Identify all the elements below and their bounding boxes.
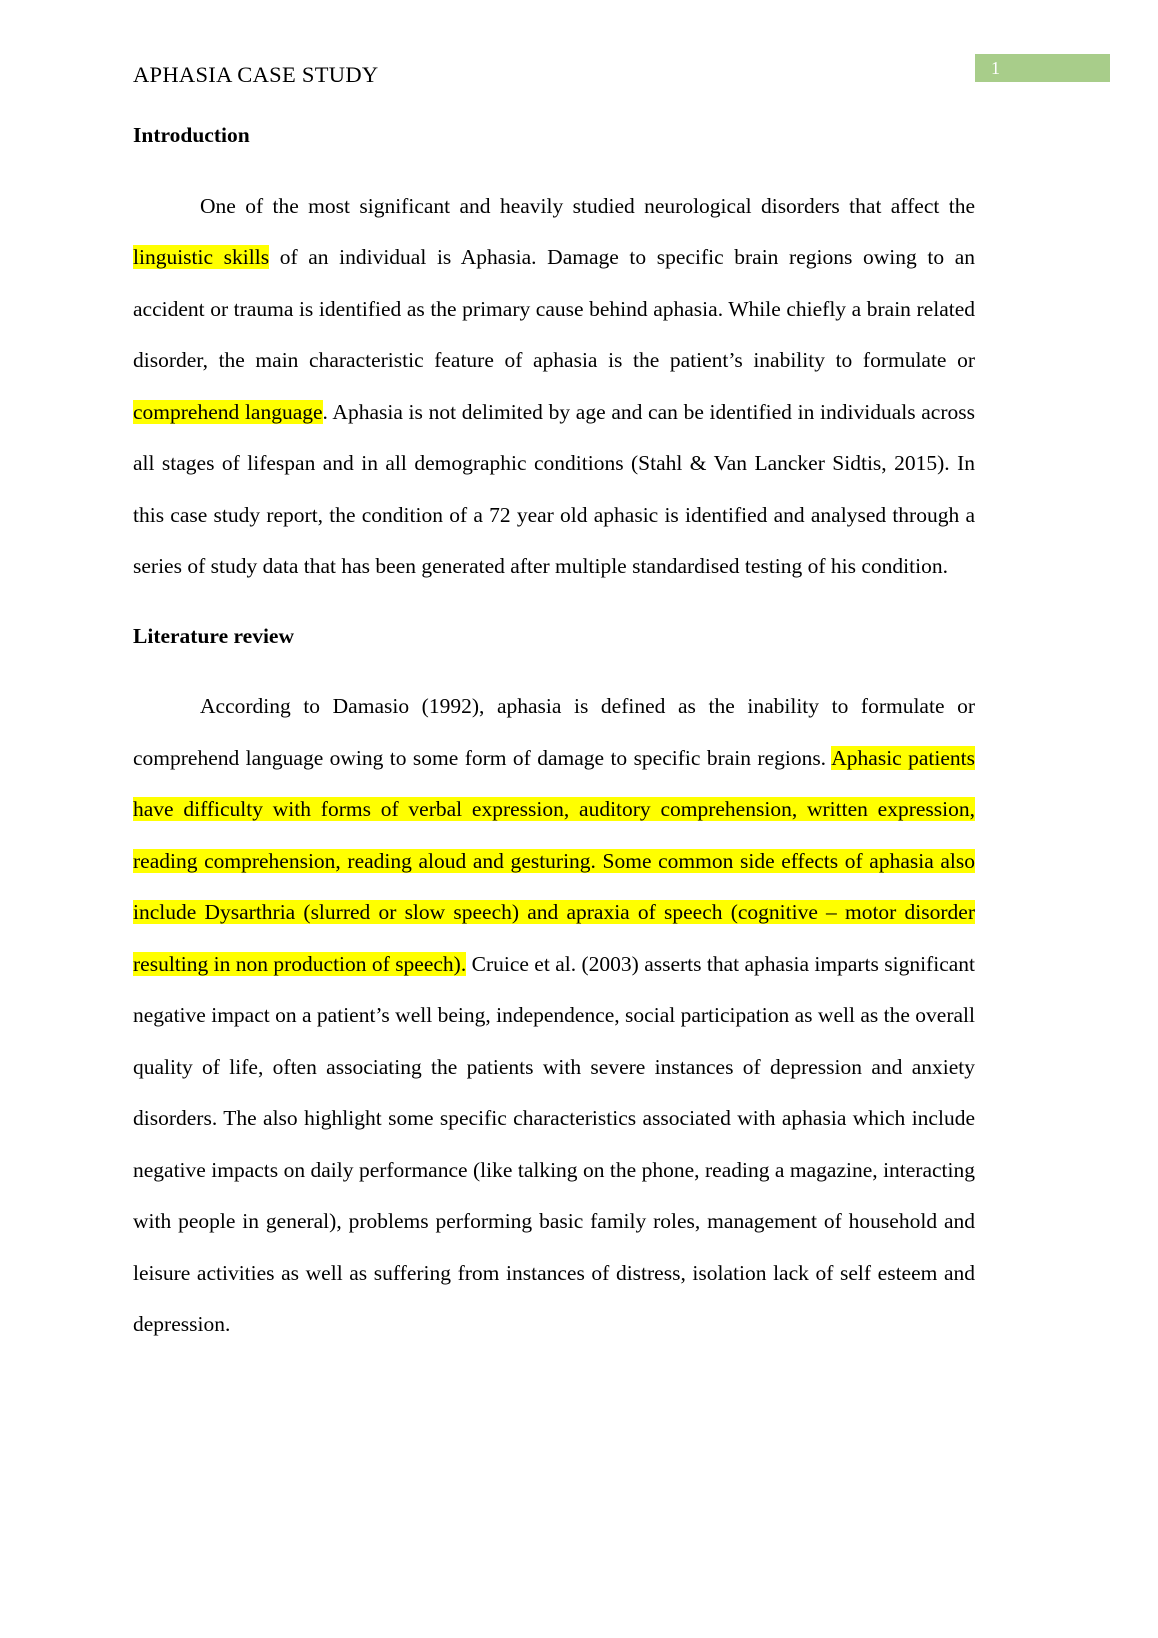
spacer xyxy=(133,647,975,681)
heading-literature-review: Literature review xyxy=(133,623,294,648)
section-literature-review xyxy=(133,623,975,648)
heading-introduction: Introduction xyxy=(133,123,250,147)
document-body xyxy=(133,125,975,1351)
highlighted-text: Aphasic patients have difficulty with forms of verbal expression, auditory comprehension, written expression, reading comprehension, reading aloud and gesturing. Some common side effects of aphasia also include Dysarthria (slurred or slow speech) and apraxia of speech (cognitive – motor disorder resulting in non production of speech). xyxy=(133,745,975,976)
paragraph-introduction: One of the most significant and heavily studied neurological disorders that affect the linguistic skills of an individual is Aphasia. Damage to specific brain regions owing to an accident or trauma is identified as the primary cause behind aphasia. While chiefly a brain related disorder, the main characteristic feature of aphasia is the patient’s inability to formulate or comprehend language. Aphasia is not delimited by age and can be identified in individuals across all stages of lifespan and in all demographic conditions (Stahl & Van Lancker Sidtis, 2015). In this case study report, the condition of a 72 year old aphasic is identified and analysed through a series of study data that has been generated after multiple standardised testing of his condition. xyxy=(133,193,975,578)
page-number-band xyxy=(975,54,1110,82)
running-header: APHASIA CASE STUDY xyxy=(133,62,379,87)
highlighted-text: comprehend language xyxy=(133,399,323,424)
paragraph-literature-review: According to Damasio (1992), aphasia is defined as the inability to formulate or comprehend language owing to some form of damage to specific brain regions. Aphasic patients have difficulty with forms of verbal expression, auditory comprehension, written expression, reading comprehension, reading aloud and gesturing. Some common side effects of aphasia also include Dysarthria (slurred or slow speech) and apraxia of speech (cognitive – motor disorder resulting in non production of speech). Cruice et al. (2003) asserts that aphasia imparts significant negative impact on a patient’s well being, independence, social participation as well as the overall quality of life, often associating the patients with severe instances of depression and anxiety disorders. The also highlight some specific characteristics associated with aphasia which include negative impacts on daily performance (like talking on the phone, reading a magazine, interacting with people in general), problems performing basic family roles, management of household and leisure activities as well as suffering from instances of distress, isolation lack of self esteem and depression. xyxy=(133,694,975,1336)
spacer xyxy=(133,593,975,626)
section-introduction xyxy=(133,125,975,147)
spacer xyxy=(133,147,975,181)
highlighted-text: linguistic skills xyxy=(133,245,270,269)
page-number: 1 xyxy=(991,58,1000,78)
